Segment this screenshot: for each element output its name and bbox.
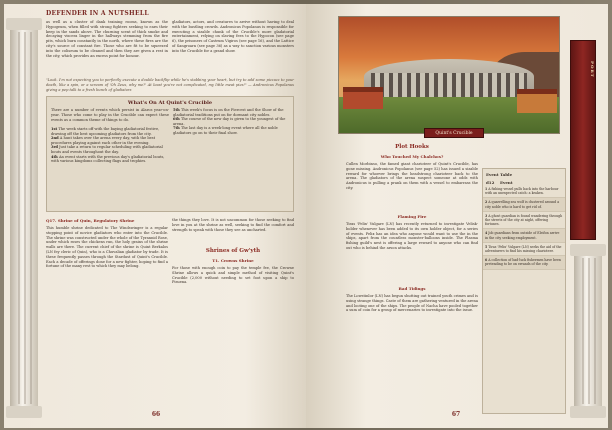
section-text: This humble shrine dedicated to The Windswinger is a regular stopping point of novice gladiators who enter into the Crucible. The shrine was constructed under the whole of the Tyrannid Rose, under which roses the chickens run, the holy grains of the shrine walls are there. The current chief of the shrine is Quint Berkalos (LN fey cleric of Quin), who is a Chuvalian gladiator by trade. It is these frequently passes through the Stardust of Quint's Crucible. Each a decade of offerings done for a new fighter, hoping to find a fortune of the many rest to which they may belong. xyxy=(46,226,168,269)
event-table-col1: d12 xyxy=(486,180,495,185)
event-item: 4th An event starts with the previous day's gladiatorial bouts, with various kingdoms collecting flags and trophies. xyxy=(51,154,165,164)
left-page xyxy=(4,4,306,428)
events-box-title: What's On At Quint's Crucible xyxy=(127,100,213,106)
event-item: 7th The last day is a week-long event where all the noble gladiators go on to their final show. xyxy=(173,126,278,135)
column-flute xyxy=(18,32,20,404)
column-flute xyxy=(594,258,596,404)
event-item: 3rd Just take a return to regular scheduling with gladiatorial bouts and events throughout the day. xyxy=(51,145,163,154)
hook3-title: Bad Tidings xyxy=(398,286,426,291)
shrines-text: For those with enough coin to pay the temple fee, the Crowne Shrine allows a quick and simple method of visiting Quint's Crucible (2,000 without needing to set foot upon a ship to Pisuena. xyxy=(172,266,294,285)
events-box xyxy=(46,96,294,212)
shrines-subheading: T1. Crowns Shrine xyxy=(212,258,254,263)
events-box-list-right xyxy=(173,108,291,136)
house-left xyxy=(343,87,383,109)
house-right xyxy=(517,89,557,113)
column-flute xyxy=(30,32,32,404)
right-column-pillar xyxy=(574,244,602,418)
page-number: 67 xyxy=(451,411,461,418)
column-flute xyxy=(24,32,26,404)
left-column-pillar xyxy=(10,18,38,418)
quote-text: "Look. I'm not expecting you to perfectly execute a double backflip while he's stabbing your heart, but try to add some pizzazz to your death, like a spin, or a scream of 'Oh Zeus, why me?' At least you're not complicated, my little meat pies!" — Andronicus Popolanus giving a pep talk to a fresh bunch of gladiators xyxy=(46,78,294,92)
hook2-text: Tiras 'Felix' Vulgare (LN) has recently returned to investigate Velisk-bolder whenever has been added to its own holder object, for a series of events. Felix has an idea who anyone would want to use the in the ships, apart from the countless monster-balloons inside. The Plasma fishing guild's nest is offering a large reward to anyone who can find out who is behind the arson attacks. xyxy=(346,222,478,250)
coliseum-illustration xyxy=(338,16,560,134)
hook1-text: Cullen Morbinso, the famed giant charioteer of Quint's Crucible, has gone missing. Andronicus Popolanus (see page 52) has issued a sizable reward for whoever brings the headstrong charioteer back to the arena. The gladiators of the arena suspect someone at odds with Andronicus is pulling a prank on them with a vessel to embarrass the city. xyxy=(346,162,478,190)
ribbon-text: PORT xyxy=(590,61,595,78)
table-row: 5 Tiras 'Felix' Vulgare (LN) seeks the aid of the adventurers to find his missing charioteer. xyxy=(483,243,565,256)
page-number: 66 xyxy=(151,411,161,418)
section-heading: Q17. Shrine of Quin, Regulatory Shrine xyxy=(46,218,135,223)
event-table xyxy=(482,168,566,414)
event-item: 5th This week's focus is on the Fiercest and the Show of the gladiatorial traditions put on for dormant city nobles. xyxy=(173,108,284,117)
arena-arches xyxy=(371,73,527,97)
event-table-rows xyxy=(483,185,565,270)
plot-hooks-heading: Plot Hooks xyxy=(395,144,429,150)
event-table-title: Event Table xyxy=(486,172,513,177)
table-row: 6 A collection of bad-luck fishermen have been pretending to be on errands of the city. xyxy=(483,256,565,269)
right-page xyxy=(306,4,608,428)
intro-text: as well as a cluster of dank training rooms, known as the Hypogeum, when filled with strong fighters seeking to earn their keep in the sands above. The churning scent of thick smoke and decaying viscera linger in the hallways stemming from the fire pits, which burn constantly in the north, where these fires are the city's source of constant fire. Those who are fit to be squeezed into the coliseum to be cleaned and then they are given a rest in the city, which provides an excess point for honour. xyxy=(46,20,168,58)
table-row: 1 A fishing vessel pulls back into the harbour with an unexpected catch: a kraken. xyxy=(483,185,565,198)
col2-lower-text: the things they love. It is not uncommon for those seeking to find love in you at the shrine as well, seeking to find the comfort and strength to speak with those they see as uncharted. xyxy=(172,218,294,232)
table-row: 4 Job guardians from outside of Eleifon arrive in the city seeking employment. xyxy=(483,229,565,242)
table-row: 2 A quarrelling sea wolf is clustered around a city noble who is hard to get rid of. xyxy=(483,198,565,211)
events-box-list-left xyxy=(51,127,169,164)
page-header: DEFENDER IN A NUTSHELL xyxy=(46,10,149,17)
table-row: 3 A ghost guardian is found wandering through the streets of the city at night, offering fortunes. xyxy=(483,212,565,230)
hook1-title: Who Touched My Chalchos? xyxy=(380,154,444,159)
events-box-intro: There are a number of events which persist in Alaros year-on-year. Those who come to play in the Crucible can expect these events as a common theme of things to do. xyxy=(51,108,169,122)
column-flute xyxy=(582,258,584,404)
event-item: 2nd A hunt takes over the arena every day, with the best procedures playing against each other in the evening. xyxy=(51,136,156,145)
event-item: 1st The week starts off with the baying gladiatorial festive, drawing off the best upcoming gladiators from the city. xyxy=(51,127,160,136)
hook3-text: The Lowstinlor (LN) has begun shutting out trained youth crimes and is using strange things. Caste of them are gathering ventured in the arena and looting one of the ships. The people of Nacha have pooled together a sum of coin for a group of mercenaries to investigate into the issue. xyxy=(346,294,478,313)
shrines-heading: Shrines of Gw'yth xyxy=(205,248,261,254)
hook2-title: Flaming Fire xyxy=(397,214,427,219)
illustration-caption: Quint's Crucible xyxy=(424,128,484,138)
col2-text: gladiators, actors, and creatures to arrive without having to deal with the bustling crowds. Andronicus Popolanus is responsible for executing a sizable chunk of the Crucible's more gladatorial entertainment, relying on slaving fees to the Hypocon (see page 6), the prisoners of Castrum Vigiros (see page 16), and the Lattice of Sangroarn (see page 36) as a way to sanction various monsters into the Crucible for a grand show. xyxy=(172,20,294,53)
event-item: 6th The course of the new day is given to the youngest of the arena. xyxy=(173,117,286,126)
event-table-col2: Event xyxy=(500,180,513,185)
chapter-ribbon xyxy=(570,40,596,240)
column-flute xyxy=(588,258,590,404)
